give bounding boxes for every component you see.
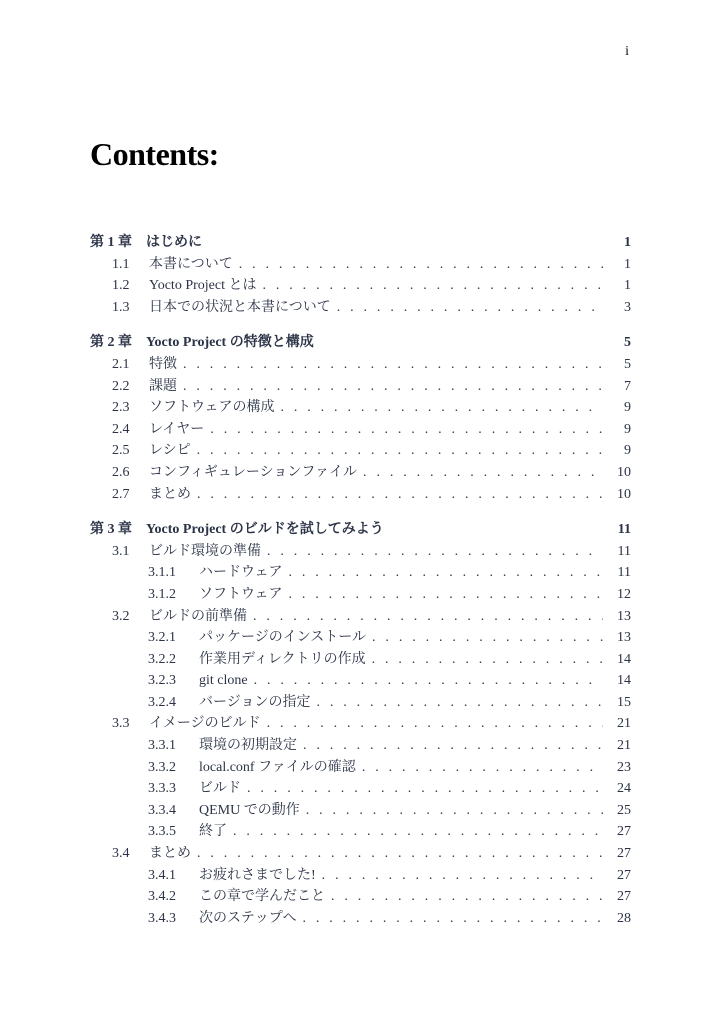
toc-entry-page: 27 bbox=[617, 824, 631, 840]
toc-entry-label bbox=[112, 606, 603, 628]
toc-entry-label bbox=[148, 735, 603, 757]
toc-entry-label bbox=[90, 519, 603, 541]
toc-section-entry[interactable] bbox=[90, 254, 631, 276]
toc-entry-page: 23 bbox=[617, 759, 631, 775]
toc-dot-leader bbox=[325, 886, 603, 908]
toc-section-entry[interactable] bbox=[90, 606, 631, 628]
toc-dot-leader bbox=[241, 778, 603, 800]
toc-entry-title: Yocto Project の特徴と構成 bbox=[146, 335, 314, 351]
toc-entry-label bbox=[112, 376, 603, 398]
toc-dot-leader bbox=[356, 757, 603, 779]
toc-entry-page: 5 bbox=[624, 356, 631, 372]
toc-subsection-entry[interactable] bbox=[90, 692, 631, 714]
toc-subsection-entry[interactable] bbox=[90, 865, 631, 887]
toc-entry-title: 環境の初期設定 bbox=[199, 738, 297, 754]
toc-entry-title: 特徴 bbox=[149, 356, 177, 372]
toc-dot-leader bbox=[274, 397, 603, 419]
toc-entry-title: ハードウェア bbox=[199, 565, 283, 581]
toc-entry-title: ビルド環境の準備 bbox=[149, 543, 261, 559]
toc-entry-label bbox=[112, 440, 603, 462]
toc-section-entry[interactable] bbox=[90, 397, 631, 419]
toc-entry-page: 9 bbox=[624, 443, 631, 459]
toc-entry-number: 2.1 bbox=[112, 356, 130, 372]
toc-entry-title: local.conf ファイルの確認 bbox=[199, 759, 356, 775]
toc-entry-number: 3.4 bbox=[112, 846, 130, 862]
toc-entry-label bbox=[148, 584, 603, 606]
toc-dot-leader bbox=[261, 713, 603, 735]
toc-dot-leader bbox=[282, 562, 603, 584]
toc-entry-title: ソフトウェアの構成 bbox=[149, 400, 275, 416]
toc-entry-title: git clone bbox=[199, 673, 248, 689]
toc-entry-page: 5 bbox=[624, 335, 631, 351]
toc-entry-title: ビルド bbox=[199, 781, 241, 797]
toc-subsection-entry[interactable] bbox=[90, 800, 631, 822]
toc-section-entry[interactable] bbox=[90, 419, 631, 441]
toc-entry-number: 3.3 bbox=[112, 716, 130, 732]
toc-subsection-entry[interactable] bbox=[90, 757, 631, 779]
toc-dot-leader bbox=[331, 297, 603, 319]
toc-subsection-entry[interactable] bbox=[90, 735, 631, 757]
toc-entry-title: まとめ bbox=[149, 846, 191, 862]
toc-entry-number: 3.1.1 bbox=[148, 565, 176, 581]
toc-subsection-entry[interactable] bbox=[90, 821, 631, 843]
toc-entry-title: イメージのビルド bbox=[149, 716, 261, 732]
toc-entry-label bbox=[112, 275, 603, 297]
toc-subsection-entry[interactable] bbox=[90, 670, 631, 692]
toc-entry-label bbox=[148, 757, 603, 779]
toc-entry-label bbox=[112, 254, 603, 276]
toc-entry-title: ビルドの前準備 bbox=[149, 608, 247, 624]
toc-entry-title: 終了 bbox=[199, 824, 227, 840]
toc-entry-title: 作業用ディレクトリの作成 bbox=[199, 651, 366, 667]
toc-entry-page: 9 bbox=[624, 400, 631, 416]
toc-entry-number: 3.3.5 bbox=[148, 824, 176, 840]
toc-subsection-entry[interactable] bbox=[90, 584, 631, 606]
toc-entry-title: Yocto Project のビルドを試してみよう bbox=[146, 522, 384, 538]
toc-subsection-entry[interactable] bbox=[90, 886, 631, 908]
toc-entry-number: 3.3.4 bbox=[148, 802, 176, 818]
toc-entry-title: まとめ bbox=[149, 486, 191, 502]
toc-entry-page: 14 bbox=[617, 651, 631, 667]
toc-entry-page: 9 bbox=[624, 421, 631, 437]
toc-entry-number: 3.3.2 bbox=[148, 759, 176, 775]
toc-subsection-entry[interactable] bbox=[90, 627, 631, 649]
toc-entry-label bbox=[148, 865, 603, 887]
toc-entry-number: 第 2 章 bbox=[90, 335, 132, 351]
toc-entry-page: 1 bbox=[624, 235, 631, 250]
toc-dot-leader bbox=[300, 800, 603, 822]
toc-entry-label bbox=[148, 800, 603, 822]
toc-dot-leader bbox=[297, 735, 603, 757]
toc-entry-number: 第 1 章 bbox=[90, 235, 132, 250]
toc-entry-label bbox=[148, 908, 603, 930]
toc-entry-label bbox=[112, 419, 603, 441]
toc-subsection-entry[interactable] bbox=[90, 649, 631, 671]
toc-entry-page: 27 bbox=[617, 889, 631, 905]
toc-section-entry[interactable] bbox=[90, 440, 631, 462]
toc-entry-label bbox=[148, 562, 603, 584]
toc-entry-number: 1.1 bbox=[112, 256, 130, 272]
toc-entry-number: 3.1.2 bbox=[148, 586, 176, 602]
toc-entry-number: 2.5 bbox=[112, 443, 130, 459]
toc-entry-label bbox=[112, 541, 603, 563]
toc-entry-label bbox=[148, 886, 603, 908]
toc-entry-number: 3.2.1 bbox=[148, 630, 176, 646]
toc-chapter-entry[interactable] bbox=[90, 332, 631, 354]
toc-entry-label bbox=[148, 821, 603, 843]
toc-entry-page: 27 bbox=[617, 846, 631, 862]
toc-entry-page: 14 bbox=[617, 673, 631, 689]
toc-dot-leader bbox=[282, 584, 603, 606]
toc-entry-title: ソフトウェア bbox=[199, 586, 283, 602]
toc-entry-number: 2.2 bbox=[112, 378, 130, 394]
toc-chapter-entry[interactable] bbox=[90, 232, 631, 254]
toc-dot-leader bbox=[366, 649, 603, 671]
toc-entry-number: 3.1 bbox=[112, 543, 130, 559]
toc-dot-leader bbox=[247, 606, 603, 628]
toc-entry-number: 2.3 bbox=[112, 400, 130, 416]
toc-entry-number: 3.2.4 bbox=[148, 694, 176, 710]
toc-dot-leader bbox=[296, 908, 603, 930]
toc-entry-page: 13 bbox=[617, 630, 631, 646]
toc-entry-page: 12 bbox=[617, 586, 631, 602]
toc-entry-page: 11 bbox=[617, 522, 631, 538]
toc-dot-leader bbox=[366, 627, 603, 649]
toc-dot-leader bbox=[191, 440, 603, 462]
toc-entry-label bbox=[112, 843, 603, 865]
table-of-contents bbox=[90, 232, 631, 929]
toc-entry-page: 1 bbox=[624, 256, 631, 272]
toc-dot-leader bbox=[261, 541, 603, 563]
toc-chapter-entry[interactable] bbox=[90, 519, 631, 541]
toc-entry-page: 10 bbox=[617, 486, 631, 502]
toc-section-entry[interactable] bbox=[90, 541, 631, 563]
toc-entry-label bbox=[112, 713, 603, 735]
toc-entry-label bbox=[148, 778, 603, 800]
toc-entry-label bbox=[112, 484, 603, 506]
toc-entry-page: 11 bbox=[617, 565, 631, 581]
toc-entry-number: 3.3.3 bbox=[148, 781, 176, 797]
toc-entry-page: 1 bbox=[624, 278, 631, 294]
toc-entry-number: 3.2 bbox=[112, 608, 130, 624]
toc-subsection-entry[interactable] bbox=[90, 562, 631, 584]
toc-entry-title: パッケージのインストール bbox=[199, 630, 367, 646]
toc-entry-label bbox=[148, 627, 603, 649]
toc-dot-leader bbox=[191, 484, 603, 506]
toc-section-entry[interactable] bbox=[90, 297, 631, 319]
toc-entry-label bbox=[90, 232, 603, 254]
toc-section-entry[interactable] bbox=[90, 275, 631, 297]
toc-entry-label bbox=[148, 649, 603, 671]
toc-entry-label bbox=[112, 354, 603, 376]
toc-entry-title: 日本での状況と本書について bbox=[149, 299, 331, 315]
toc-entry-title: バージョンの指定 bbox=[199, 694, 311, 710]
toc-entry-label bbox=[148, 670, 603, 692]
page-title: Contents: bbox=[90, 136, 219, 172]
toc-section-entry[interactable] bbox=[90, 713, 631, 735]
toc-entry-page: 24 bbox=[617, 781, 631, 797]
toc-entry-page: 27 bbox=[617, 867, 631, 883]
toc-entry-number: 1.3 bbox=[112, 299, 130, 315]
toc-dot-leader bbox=[233, 254, 603, 276]
toc-entry-number: 3.3.1 bbox=[148, 738, 176, 754]
toc-entry-number: 3.4.2 bbox=[148, 889, 176, 905]
toc-entry-number: 3.4.1 bbox=[148, 867, 176, 883]
toc-dot-leader bbox=[316, 865, 603, 887]
toc-entry-title: QEMU での動作 bbox=[199, 802, 300, 818]
toc-entry-number: 1.2 bbox=[112, 278, 130, 294]
toc-entry-title: この章で学んだこと bbox=[199, 889, 325, 905]
toc-entry-page: 10 bbox=[617, 464, 631, 480]
toc-section-entry[interactable] bbox=[90, 376, 631, 398]
toc-dot-leader bbox=[357, 462, 603, 484]
toc-entry-page: 21 bbox=[617, 738, 631, 754]
toc-section-entry[interactable] bbox=[90, 484, 631, 506]
toc-entry-page: 13 bbox=[617, 608, 631, 624]
toc-dot-leader bbox=[256, 275, 603, 297]
toc-entry-label bbox=[112, 297, 603, 319]
toc-dot-leader bbox=[177, 376, 603, 398]
toc-entry-title: 次のステップへ bbox=[199, 910, 297, 926]
toc-subsection-entry[interactable] bbox=[90, 908, 631, 930]
toc-entry-label bbox=[112, 397, 603, 419]
toc-dot-leader bbox=[204, 419, 603, 441]
toc-entry-label bbox=[90, 332, 603, 354]
toc-entry-title: レイヤー bbox=[149, 421, 205, 437]
toc-entry-page: 3 bbox=[624, 299, 631, 315]
toc-entry-page: 21 bbox=[617, 716, 631, 732]
toc-entry-page: 11 bbox=[617, 543, 631, 559]
toc-entry-number: 2.7 bbox=[112, 486, 130, 502]
toc-dot-leader bbox=[310, 692, 603, 714]
toc-section-entry[interactable] bbox=[90, 462, 631, 484]
toc-entry-label bbox=[148, 692, 603, 714]
toc-dot-leader bbox=[227, 821, 603, 843]
toc-section-entry[interactable] bbox=[90, 843, 631, 865]
toc-entry-title: 本書について bbox=[149, 256, 233, 272]
toc-entry-title: 課題 bbox=[149, 378, 177, 394]
toc-entry-page: 25 bbox=[617, 802, 631, 818]
toc-entry-number: 第 3 章 bbox=[90, 522, 132, 538]
toc-section-entry[interactable] bbox=[90, 354, 631, 376]
toc-dot-leader bbox=[177, 354, 603, 376]
toc-subsection-entry[interactable] bbox=[90, 778, 631, 800]
toc-dot-leader bbox=[248, 670, 603, 692]
toc-entry-page: 15 bbox=[617, 694, 631, 710]
page-number: i bbox=[625, 44, 629, 59]
toc-entry-page: 28 bbox=[617, 910, 631, 926]
toc-entry-page: 7 bbox=[624, 378, 631, 394]
toc-entry-title: Yocto Project とは bbox=[149, 278, 257, 294]
toc-entry-title: はじめに bbox=[146, 235, 202, 250]
toc-entry-title: お疲れさまでした! bbox=[199, 867, 316, 883]
toc-entry-number: 2.6 bbox=[112, 464, 130, 480]
toc-dot-leader bbox=[191, 843, 603, 865]
toc-entry-number: 3.2.3 bbox=[148, 673, 176, 689]
toc-entry-label bbox=[112, 462, 603, 484]
toc-entry-title: コンフィギュレーションファイル bbox=[149, 464, 358, 480]
toc-entry-number: 2.4 bbox=[112, 421, 130, 437]
toc-entry-title: レシピ bbox=[149, 443, 191, 459]
toc-entry-number: 3.2.2 bbox=[148, 651, 176, 667]
toc-entry-number: 3.4.3 bbox=[148, 910, 176, 926]
